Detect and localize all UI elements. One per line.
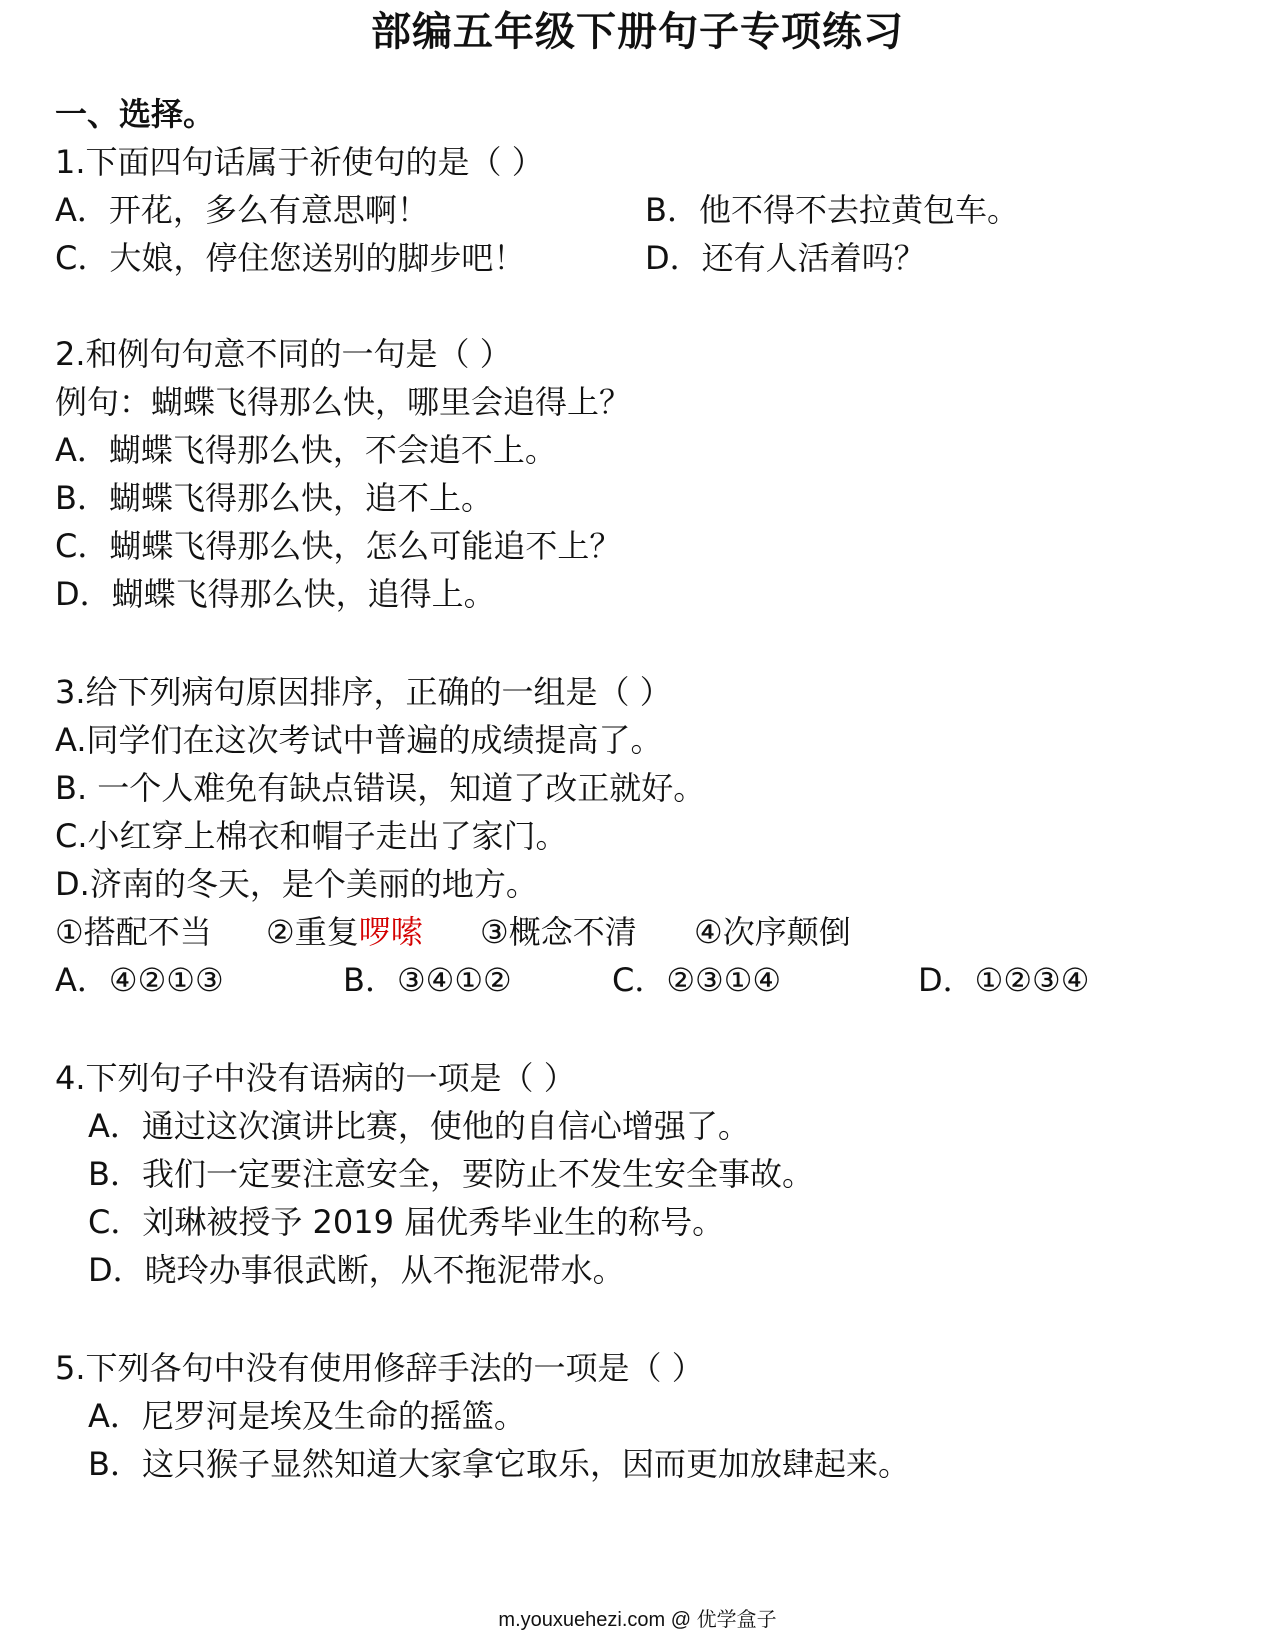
question-3-option-d: D．①②③④ — [918, 961, 1090, 999]
question-3-option-c: C．②③①④ — [612, 961, 782, 999]
question-2-stem: 2.和例句句意不同的一句是（ ） — [55, 335, 512, 373]
question-2-option-c: C．蝴蝶飞得那么快，怎么可能追不上？ — [55, 527, 622, 565]
question-3-reason-2 — [266, 910, 423, 954]
question-3-sentence-c: C.小红穿上棉衣和帽子走出了家门。 — [55, 817, 568, 855]
question-4-option-b: B．我们一定要注意安全，要防止不发生安全事故。 — [88, 1155, 814, 1193]
question-1-option-a: A．开花，多么有意思啊！ — [55, 191, 429, 229]
question-3-reason-3: ③概念不清 — [480, 913, 637, 951]
question-2-option-d: D．蝴蝶飞得那么快，追得上。 — [55, 575, 496, 613]
question-3-reason-2-highlight: 啰嗦 — [358, 913, 423, 951]
question-4-stem: 4.下列句子中没有语病的一项是（ ） — [55, 1059, 576, 1097]
question-2-example: 例句：蝴蝶飞得那么快，哪里会追得上？ — [55, 383, 632, 421]
question-4-option-d: D．晓玲办事很武断，从不拖泥带水。 — [88, 1251, 625, 1289]
question-4-option-a: A．通过这次演讲比赛，使他的自信心增强了。 — [88, 1107, 750, 1145]
question-1-option-b: B．他不得不去拉黄包车。 — [645, 191, 1019, 229]
footer-watermark-url: m.youxuehezi.com @ 优学盒子 — [498, 1609, 777, 1631]
question-5-option-a: A．尼罗河是埃及生命的摇篮。 — [88, 1397, 526, 1435]
question-3-reason-4: ④次序颠倒 — [694, 913, 851, 951]
page-title: 部编五年级下册句子专项练习 — [371, 9, 904, 55]
question-5-option-b: B．这只猴子显然知道大家拿它取乐，因而更加放肆起来。 — [88, 1445, 910, 1483]
question-2-option-b: B．蝴蝶飞得那么快，追不上。 — [55, 479, 493, 517]
question-3-stem: 3.给下列病句原因排序，正确的一组是（ ） — [55, 673, 672, 711]
question-1-option-c: C．大娘，停住您送别的脚步吧！ — [55, 239, 526, 277]
question-5-stem: 5.下列各句中没有使用修辞手法的一项是（ ） — [55, 1349, 704, 1387]
question-3-sentence-d: D.济南的冬天，是个美丽的地方。 — [55, 865, 538, 903]
question-1-stem: 1.下面四句话属于祈使句的是（ ） — [55, 143, 544, 181]
question-3-sentence-a: A.同学们在这次考试中普遍的成绩提高了。 — [55, 721, 663, 759]
question-2-option-a: A．蝴蝶飞得那么快，不会追不上。 — [55, 431, 557, 469]
section-heading-choice: 一、选择。 — [55, 95, 216, 133]
question-4-option-c: C．刘琳被授予 2019 届优秀毕业生的称号。 — [88, 1203, 725, 1241]
question-3-option-b: B．③④①② — [343, 961, 512, 999]
question-3-sentence-b: B. 一个人难免有缺点错误，知道了改正就好。 — [55, 769, 706, 807]
question-3-reason-1: ①搭配不当 — [55, 913, 212, 951]
question-3-option-a: A．④②①③ — [55, 961, 224, 999]
question-1-option-d: D．还有人活着吗？ — [645, 239, 926, 277]
question-3-reason-2-text: ②重复 — [266, 913, 359, 951]
